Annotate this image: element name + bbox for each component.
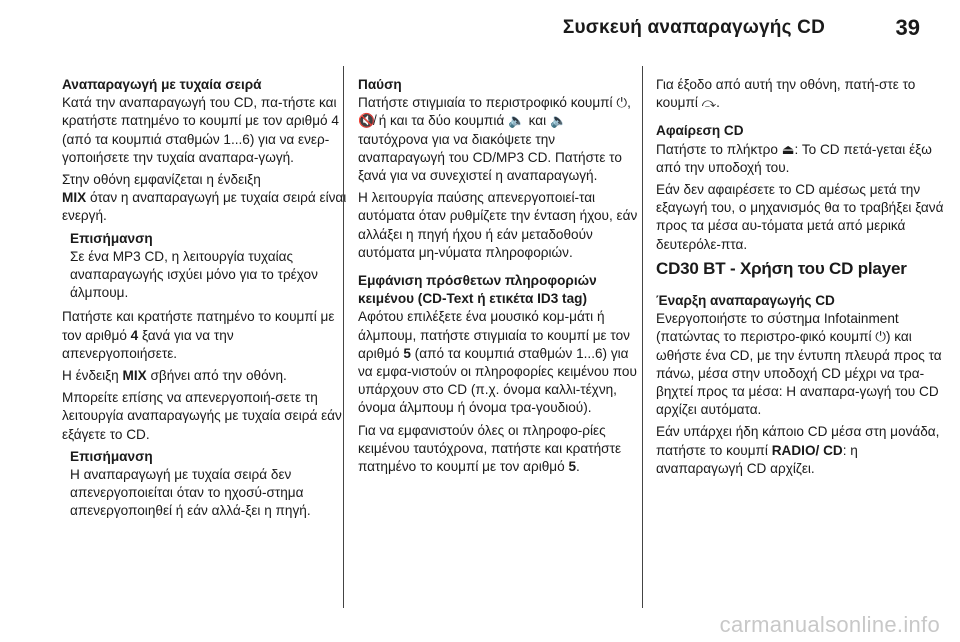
paragraph: Εάν δεν αφαιρέσετε το CD αμέσως μετά την εξαγωγή του, ο μηχανισμός θα το τραβήξει ξανά προς τα μέσα αυ-τόματα μετά από μερικά δευτερόλε-πτα.	[656, 182, 944, 252]
heading-remove-cd: Αφαίρεση CD	[656, 123, 744, 139]
heading-start-cd: Έναρξη αναπαραγωγής CD	[656, 293, 835, 309]
section-heading-cd30bt: CD30 BT - Χρήση του CD player	[656, 258, 907, 278]
paragraph: Κατά την αναπαραγωγή του CD, πα-τήστε και κρατήστε πατημένο το κουμπί με τον αριθμό 4 (από τα κουμπιά σταθμών 1...6) για να ενερ-γοποιήσετε την τυχαία αναπαρα-γωγή.	[62, 95, 339, 165]
paragraph: Η ένδειξη MIX σβήνει από την οθόνη.	[62, 368, 287, 384]
paragraph: Για έξοδο από αυτή την οθόνη, πατή-στε το κουμπί ⤼.	[656, 77, 916, 111]
note-text: Σε ένα MP3 CD, η λειτουργία τυχαίας αναπαραγωγής ισχύει μόνο για το τρέχον άλμπουμ.	[70, 248, 318, 301]
paragraph: Πατήστε στιγμιαία το περιστροφικό κουμπί ⏻, 🔇̸ ή και τα δύο κουμπιά 🔈 και 🔈 ταυτόχρονα για να διακόψετε την αναπαραγωγή του CD/MP3 CD. Πατήστε το ξανά για να συνεχιστεί η αναπαραγωγή.	[358, 95, 631, 184]
paragraph: Ενεργοποιήστε το σύστημα Infotainment (πατώντας το περιστρο-φικό κουμπί ⏻) και ωθήστε ένα CD, με την έντυπη πλευρά προς τα πάνω, μέσα στην υποδοχή CD μέχρι να τρα-βηχτεί προς τα μέσα: Η αναπαρα-γωγή του CD αρχίζει αυτόματα.	[656, 311, 942, 418]
heading-random-play: Αναπαραγωγή με τυχαία σειρά	[62, 77, 262, 92]
column-divider	[642, 66, 643, 608]
paragraph: Αφότου επιλέξετε ένα μουσικό κομ-μάτι ή άλμπουμ, πατήστε στιγμιαία το κουμπί με τον αριθμό 5 (από τα κουμπιά σταθμών 1...6) για να εμφα-νιστούν οι πληροφορίες κειμένου που υπάρχουν στο CD (π.χ. όνομα καλλι-τέχνη, όνομα άλμπουμ ή όνομα τρα-γουδιού).	[358, 309, 637, 416]
column-left	[62, 76, 347, 527]
paragraph: Εάν υπάρχει ήδη κάποιο CD μέσα στη μονάδα, πατήστε το κουμπί RADIO/ CD: η αναπαραγωγή CD αρχίζει.	[656, 424, 940, 476]
page-number: 39	[895, 15, 920, 40]
paragraph: Μπορείτε επίσης να απενεργοποιή-σετε τη λειτουργία αναπαραγωγής με τυχαία σειρά εάν εξάγετε το CD.	[62, 390, 342, 442]
column-middle	[358, 76, 638, 480]
paragraph: Πατήστε το πλήκτρο ⏏: Το CD πετά-γεται έξω από την υποδοχή του.	[656, 141, 932, 175]
heading-pause: Παύση	[358, 77, 402, 92]
heading-text-info: Εμφάνιση πρόσθετων πληροφοριών κειμένου (CD-Text ή ετικέτα ID3 tag)	[358, 273, 597, 307]
watermark: carmanualsonline.info	[719, 612, 940, 637]
paragraph: Για να εμφανιστούν όλες οι πληροφο-ρίες κειμένου ταυτόχρονα, πατήστε και κρατήστε πατημένο το κουμπί με τον αριθμό 5.	[358, 422, 622, 475]
note-box	[62, 230, 347, 303]
note-title: Επισήμανση	[70, 448, 153, 464]
note-box	[62, 448, 347, 521]
page-header	[0, 0, 960, 58]
paragraph: Η λειτουργία παύσης απενεργοποιεί-ται αυτόματα όταν ρυθμίζετε την ένταση ήχου, εάν αλλάξει η πηγή ήχου ή εάν μεταδοθούν αυτόματα μη-νύματα πληροφοριών.	[358, 190, 638, 260]
column-right	[656, 76, 946, 482]
note-text: Η αναπαραγωγή με τυχαία σειρά δεν απενεργοποιείται όταν το ηχοσύ-στημα απενεργοποιηθεί ή εάν αλλά-ξει η πηγή.	[70, 467, 311, 519]
note-title: Επισήμανση	[70, 230, 153, 246]
paragraph: Πατήστε και κρατήστε πατημένο το κουμπί με τον αριθμό 4 ξανά για να την απενεργοποιήσετε.	[62, 309, 335, 361]
section-title: Συσκευή αναπαραγωγής CD	[562, 17, 825, 38]
paragraph: Στην οθόνη εμφανίζεται η ένδειξη MIX όταν η αναπαραγωγή με τυχαία σειρά είναι ενεργή.	[62, 172, 347, 224]
